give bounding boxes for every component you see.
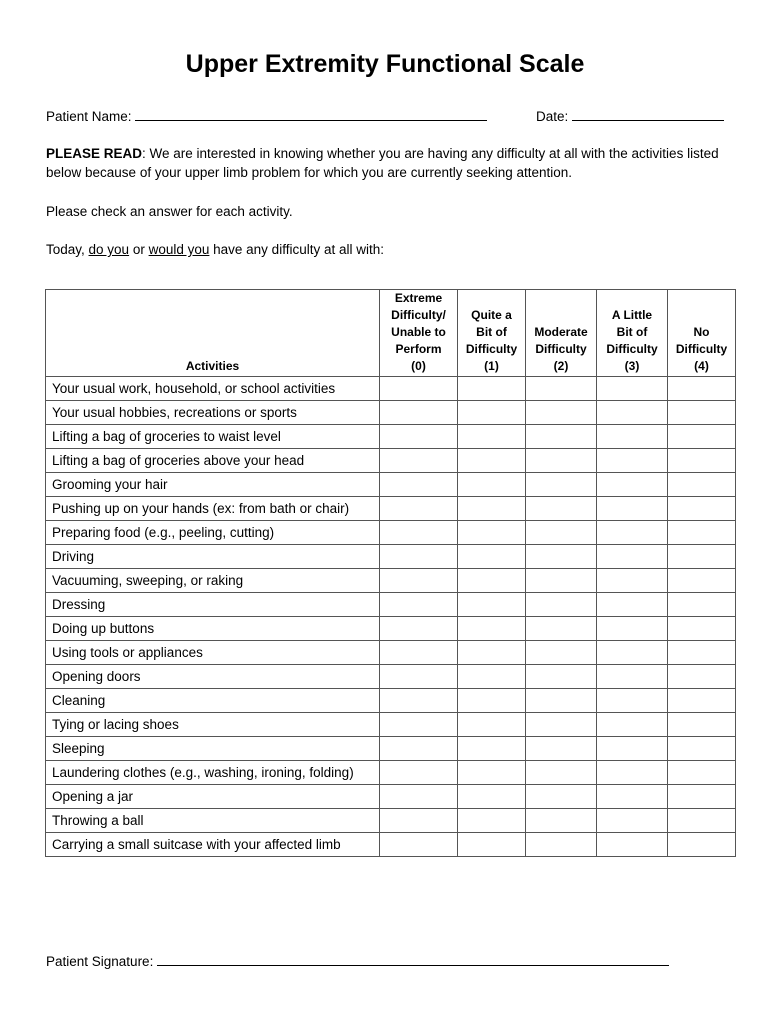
patient-name-field[interactable] xyxy=(135,106,487,121)
answer-cell[interactable] xyxy=(668,761,736,785)
answer-cell[interactable] xyxy=(380,449,458,473)
patient-name-label: Patient Name: xyxy=(46,109,136,124)
answer-cell[interactable] xyxy=(526,689,597,713)
answer-cell[interactable] xyxy=(668,689,736,713)
column-header-line: Quite a xyxy=(471,308,512,322)
activity-label: Dressing xyxy=(46,593,380,617)
activity-label: Cleaning xyxy=(46,689,380,713)
answer-cell[interactable] xyxy=(526,737,597,761)
scale-column-header xyxy=(380,290,458,377)
answer-cell[interactable] xyxy=(458,737,526,761)
answer-cell[interactable] xyxy=(526,641,597,665)
activity-label: Preparing food (e.g., peeling, cutting) xyxy=(46,521,380,545)
answer-cell[interactable] xyxy=(458,545,526,569)
date-field[interactable] xyxy=(572,106,724,121)
answer-cell[interactable] xyxy=(380,401,458,425)
answer-cell[interactable] xyxy=(668,617,736,641)
column-score-code: (4) xyxy=(694,359,709,373)
column-header-line: Extreme xyxy=(394,291,443,305)
activity-row xyxy=(46,449,736,473)
answer-cell[interactable] xyxy=(526,761,597,785)
activity-label: Using tools or appliances xyxy=(46,641,380,665)
answer-cell[interactable] xyxy=(458,593,526,617)
column-header-line: Difficulty xyxy=(535,342,587,356)
answer-cell[interactable] xyxy=(597,377,668,401)
question-text: Today, do you or would you have any difficulty at all with: xyxy=(46,242,384,257)
column-header-line: Difficulty xyxy=(465,342,518,356)
answer-cell[interactable] xyxy=(380,617,458,641)
answer-cell[interactable] xyxy=(526,425,597,449)
answer-cell[interactable] xyxy=(597,737,668,761)
activity-scale-table xyxy=(45,289,736,857)
answer-cell[interactable] xyxy=(597,521,668,545)
answer-cell[interactable] xyxy=(526,785,597,809)
please-read-text: : We are interested in knowing whether you are having any difficulty at all with the activities listed below because of your upper limb problem for which you are currently seeking attention. xyxy=(46,146,719,180)
column-header-line: Bit of xyxy=(476,325,507,339)
answer-cell[interactable] xyxy=(458,449,526,473)
do-you-text: do you xyxy=(88,242,130,257)
activity-row xyxy=(46,785,736,809)
answer-cell[interactable] xyxy=(526,497,597,521)
answer-cell[interactable] xyxy=(380,425,458,449)
answer-cell[interactable] xyxy=(526,617,597,641)
answer-cell[interactable] xyxy=(526,449,597,473)
scale-column-header xyxy=(526,290,597,377)
column-header-line: Moderate xyxy=(534,325,588,339)
activity-label: Grooming your hair xyxy=(46,473,380,497)
column-header-line: Difficulty xyxy=(606,342,658,356)
answer-cell[interactable] xyxy=(458,689,526,713)
answer-cell[interactable] xyxy=(668,833,736,857)
activity-row xyxy=(46,809,736,833)
answer-cell[interactable] xyxy=(668,377,736,401)
activity-row xyxy=(46,497,736,521)
answer-cell[interactable] xyxy=(668,785,736,809)
answer-cell[interactable] xyxy=(668,593,736,617)
activity-row xyxy=(46,665,736,689)
answer-cell[interactable] xyxy=(597,761,668,785)
answer-cell[interactable] xyxy=(526,545,597,569)
would-you-text: would you xyxy=(148,242,210,257)
activity-row xyxy=(46,737,736,761)
answer-cell[interactable] xyxy=(668,425,736,449)
please-read-paragraph xyxy=(46,144,736,182)
answer-cell[interactable] xyxy=(380,521,458,545)
answer-cell[interactable] xyxy=(458,713,526,737)
column-header-line: A Little xyxy=(611,308,653,322)
answer-cell[interactable] xyxy=(380,689,458,713)
activity-row xyxy=(46,401,736,425)
answer-cell[interactable] xyxy=(458,401,526,425)
answer-cell[interactable] xyxy=(597,593,668,617)
activity-label: Vacuuming, sweeping, or raking xyxy=(46,569,380,593)
answer-cell[interactable] xyxy=(668,449,736,473)
scale-column-header xyxy=(597,290,668,377)
answer-cell[interactable] xyxy=(458,665,526,689)
column-score-code: (2) xyxy=(553,359,569,373)
answer-cell[interactable] xyxy=(597,785,668,809)
answer-cell[interactable] xyxy=(380,737,458,761)
activity-label: Your usual hobbies, recreations or sports xyxy=(46,401,380,425)
answer-cell[interactable] xyxy=(668,713,736,737)
table-header-row xyxy=(46,290,736,377)
answer-cell[interactable] xyxy=(458,617,526,641)
activity-row xyxy=(46,425,736,449)
column-header-line: Difficulty/ xyxy=(391,308,446,322)
answer-cell[interactable] xyxy=(458,785,526,809)
answer-cell[interactable] xyxy=(380,545,458,569)
activity-label: Carrying a small suitcase with your affected limb xyxy=(46,833,380,857)
column-score-code: (0) xyxy=(411,359,426,373)
answer-cell[interactable] xyxy=(597,569,668,593)
activity-row xyxy=(46,713,736,737)
activity-row xyxy=(46,473,736,497)
answer-cell[interactable] xyxy=(380,713,458,737)
activity-row xyxy=(46,377,736,401)
answer-cell[interactable] xyxy=(526,473,597,497)
answer-cell[interactable] xyxy=(597,473,668,497)
please-read-label: PLEASE READ xyxy=(46,146,143,161)
activity-row xyxy=(46,641,736,665)
answer-cell[interactable] xyxy=(380,473,458,497)
column-header-line: Perform xyxy=(395,342,442,356)
answer-cell[interactable] xyxy=(597,617,668,641)
answer-cell[interactable] xyxy=(597,809,668,833)
answer-cell[interactable] xyxy=(458,833,526,857)
activity-row xyxy=(46,569,736,593)
answer-cell[interactable] xyxy=(597,641,668,665)
activity-row xyxy=(46,593,736,617)
column-header-line: No xyxy=(693,325,710,339)
answer-cell[interactable] xyxy=(458,641,526,665)
activity-row xyxy=(46,761,736,785)
answer-cell[interactable] xyxy=(458,473,526,497)
answer-cell[interactable] xyxy=(668,521,736,545)
answer-cell[interactable] xyxy=(380,569,458,593)
answer-cell[interactable] xyxy=(458,569,526,593)
answer-cell[interactable] xyxy=(526,377,597,401)
answer-cell[interactable] xyxy=(597,713,668,737)
activity-label: Tying or lacing shoes xyxy=(46,713,380,737)
answer-cell[interactable] xyxy=(526,593,597,617)
answer-cell[interactable] xyxy=(380,665,458,689)
answer-cell[interactable] xyxy=(380,785,458,809)
answer-cell[interactable] xyxy=(526,809,597,833)
answer-cell[interactable] xyxy=(597,425,668,449)
activity-label: Your usual work, household, or school activities xyxy=(46,377,380,401)
patient-name-row xyxy=(46,106,487,124)
answer-cell[interactable] xyxy=(526,713,597,737)
answer-cell[interactable] xyxy=(458,521,526,545)
activity-label: Laundering clothes (e.g., washing, ironing, folding) xyxy=(46,761,380,785)
answer-cell[interactable] xyxy=(526,401,597,425)
activity-label: Lifting a bag of groceries to waist level xyxy=(46,425,380,449)
answer-cell[interactable] xyxy=(380,377,458,401)
activity-label: Driving xyxy=(46,545,380,569)
answer-cell[interactable] xyxy=(597,497,668,521)
answer-cell[interactable] xyxy=(597,545,668,569)
activity-row xyxy=(46,617,736,641)
activity-row xyxy=(46,689,736,713)
column-header-line: Difficulty xyxy=(675,342,728,356)
answer-cell[interactable] xyxy=(526,665,597,689)
answer-cell[interactable] xyxy=(668,737,736,761)
answer-cell[interactable] xyxy=(380,497,458,521)
answer-cell[interactable] xyxy=(668,569,736,593)
page-title: Upper Extremity Functional Scale xyxy=(185,50,585,78)
answer-cell[interactable] xyxy=(668,809,736,833)
activity-label: Opening a jar xyxy=(46,785,380,809)
column-score-code: (1) xyxy=(484,359,499,373)
answer-cell[interactable] xyxy=(380,833,458,857)
answer-cell[interactable] xyxy=(458,761,526,785)
answer-cell[interactable] xyxy=(458,809,526,833)
answer-cell[interactable] xyxy=(668,401,736,425)
activity-row xyxy=(46,521,736,545)
answer-cell[interactable] xyxy=(597,449,668,473)
activity-label: Throwing a ball xyxy=(46,809,380,833)
answer-cell[interactable] xyxy=(668,545,736,569)
answer-cell[interactable] xyxy=(668,473,736,497)
answer-cell[interactable] xyxy=(526,569,597,593)
activity-label: Lifting a bag of groceries above your head xyxy=(46,449,380,473)
answer-cell[interactable] xyxy=(668,665,736,689)
scale-column-header xyxy=(458,290,526,377)
activity-label: Sleeping xyxy=(46,737,380,761)
column-header-line: Unable to xyxy=(391,325,446,339)
activities-header: Activities xyxy=(46,290,380,377)
answer-cell[interactable] xyxy=(380,593,458,617)
answer-cell[interactable] xyxy=(458,425,526,449)
signature-label: Patient Signature: xyxy=(46,954,158,969)
column-score-code: (3) xyxy=(624,359,640,373)
answer-cell[interactable] xyxy=(380,761,458,785)
activity-label: Opening doors xyxy=(46,665,380,689)
answer-cell[interactable] xyxy=(668,497,736,521)
answer-cell[interactable] xyxy=(597,401,668,425)
answer-cell[interactable] xyxy=(597,665,668,689)
answer-cell[interactable] xyxy=(380,809,458,833)
signature-field[interactable] xyxy=(157,951,669,966)
answer-cell[interactable] xyxy=(458,497,526,521)
signature-row xyxy=(46,951,669,969)
answer-cell[interactable] xyxy=(526,521,597,545)
activity-row xyxy=(46,545,736,569)
instruction-text: Please check an answer for each activity. xyxy=(46,204,293,219)
date-label: Date: xyxy=(536,109,573,124)
column-header-line: Bit of xyxy=(616,325,648,339)
answer-cell[interactable] xyxy=(526,833,597,857)
scale-column-header xyxy=(668,290,736,377)
activity-row xyxy=(46,833,736,857)
answer-cell[interactable] xyxy=(458,377,526,401)
date-row xyxy=(536,106,724,124)
answer-cell[interactable] xyxy=(668,641,736,665)
answer-cell[interactable] xyxy=(597,833,668,857)
answer-cell[interactable] xyxy=(380,641,458,665)
activity-label: Pushing up on your hands (ex: from bath or chair) xyxy=(46,497,380,521)
activity-label: Doing up buttons xyxy=(46,617,380,641)
answer-cell[interactable] xyxy=(597,689,668,713)
